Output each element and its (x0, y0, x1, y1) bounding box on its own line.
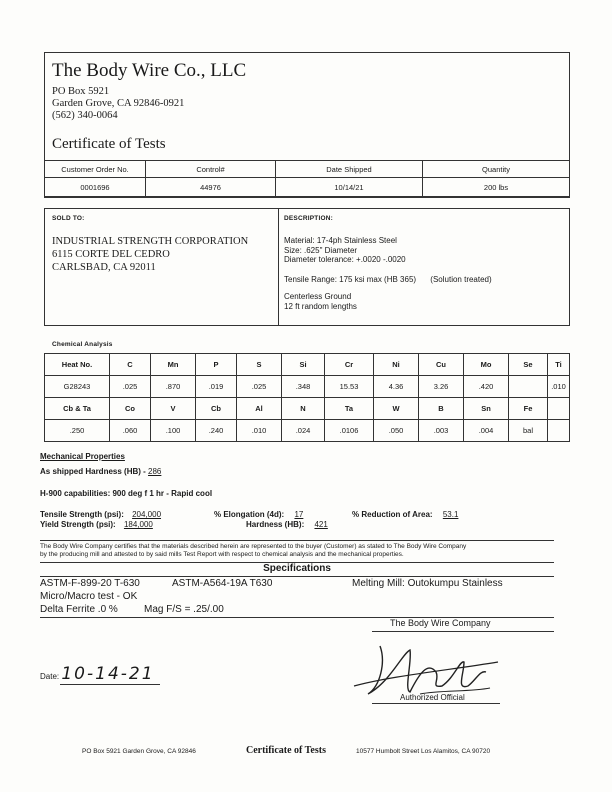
description-details (284, 236, 566, 311)
mag-fs: Mag F/S = .25/.00 (144, 604, 224, 615)
chem-value-cell: .0106 (325, 420, 374, 442)
chem-value-cell: 4.36 (374, 376, 419, 398)
chem-element-cell: Cr (325, 354, 374, 376)
customer-order-no: 0001696 (45, 178, 146, 198)
certificate-title: Certificate of Tests (52, 136, 166, 152)
control-no: 44976 (146, 178, 276, 198)
yield-label: Yield Strength (psi): (40, 520, 116, 529)
chem-value-cell: .060 (110, 420, 151, 442)
chem-element-cell: N (282, 398, 325, 420)
chem-element-cell: Ni (374, 354, 419, 376)
authorized-official: Authorized Official (400, 693, 465, 702)
chem-value-cell: .025 (110, 376, 151, 398)
footer-address-left: PO Box 5921 Garden Grove, CA 92846 (82, 748, 196, 755)
chem-element-cell: Si (282, 354, 325, 376)
statement-top-rule (40, 540, 554, 541)
company-phone: (562) 340-0064 (52, 110, 118, 121)
chem-element-cell (548, 398, 570, 420)
mechanical-title-text: Mechanical Properties (40, 452, 125, 461)
chemical-title: Chemical Analysis (52, 341, 113, 348)
company-name: The Body Wire Co., LLC (52, 60, 247, 81)
chem-element-cell: C (110, 354, 151, 376)
order-header-cell: Quantity (423, 161, 570, 178)
spec-astm-f899: ASTM-F-899-20 T-630 (40, 578, 140, 589)
tensile-value: 204,000 (132, 510, 162, 519)
order-header-cell: Customer Order No. (45, 161, 146, 178)
chem-value-cell: .004 (464, 420, 509, 442)
chemical-table (44, 353, 570, 442)
h900-line: H-900 capabilities: 900 deg f 1 hr - Rapid cool (40, 489, 213, 498)
certification-statement (40, 543, 580, 559)
sold-to-label: SOLD TO: (52, 215, 85, 222)
chem-element-cell: Se (509, 354, 548, 376)
melting-mill: Melting Mill: Outokumpu Stainless (352, 578, 503, 589)
yield-value: 184,000 (123, 520, 153, 529)
order-table (44, 160, 570, 198)
chem-value-cell: .100 (151, 420, 196, 442)
footer-title: Certificate of Tests (246, 745, 326, 756)
reduction-label: % Reduction of Area: (352, 510, 433, 519)
footer-address-right: 10577 Humbolt Street Los Alamitos, CA 90720 (356, 748, 491, 755)
chem-value-cell: .348 (282, 376, 325, 398)
hb-line (246, 520, 328, 529)
statement-line: The Body Wire Company certifies that the materials described herein are represented to the buyer (Customer) as stated to The Body Wire Company (40, 543, 467, 550)
sold-to-line: CARLSBAD, CA 92011 (52, 262, 156, 273)
quantity: 200 lbs (423, 178, 570, 198)
chem-element-cell: Mo (464, 354, 509, 376)
sold-to-line: INDUSTRIAL STRENGTH CORPORATION (52, 236, 249, 247)
chem-element-cell: Mn (151, 354, 196, 376)
chem-value-cell: .240 (196, 420, 237, 442)
chemical-header-row (45, 398, 570, 420)
chem-value-cell: .250 (45, 420, 110, 442)
sold-desc-divider (278, 208, 279, 326)
chem-value-cell: .024 (282, 420, 325, 442)
chem-element-cell: S (237, 354, 282, 376)
company-po-box: PO Box 5921 (52, 86, 110, 97)
order-header-cell: Date Shipped (276, 161, 423, 178)
chem-value-cell (548, 420, 570, 442)
chem-element-cell: Ti (548, 354, 570, 376)
tensile-range-line (284, 275, 566, 285)
elongation-label: % Elongation (4d): (214, 510, 285, 519)
material-line: Material: 17-4ph Stainless Steel (284, 236, 397, 245)
chem-value-cell (509, 376, 548, 398)
chemical-value-row (45, 420, 570, 442)
elongation-value: 17 (294, 510, 304, 519)
hb-value: 421 (314, 520, 328, 529)
signature-company: The Body Wire Company (390, 618, 491, 628)
chem-value-cell: .010 (237, 420, 282, 442)
date-shipped: 10/14/21 (276, 178, 423, 198)
chem-value-cell: G28243 (45, 376, 110, 398)
company-city: Garden Grove, CA 92846-0921 (52, 98, 185, 109)
hardness-line (40, 467, 161, 476)
tensile-label: Tensile Strength (psi): (40, 510, 124, 519)
delta-ferrite: Delta Ferrite .0 % (40, 604, 118, 615)
chem-element-cell: Sn (464, 398, 509, 420)
chem-value-cell: .003 (419, 420, 464, 442)
date-label: Date: (40, 672, 60, 681)
chem-value-cell: 15.53 (325, 376, 374, 398)
sold-to-address (52, 235, 248, 274)
size-line: Size: .625" Diameter (284, 245, 358, 255)
chemical-header-row (45, 354, 570, 376)
chem-element-cell: Cu (419, 354, 464, 376)
order-header-cell: Control# (146, 161, 276, 178)
chemical-value-row (45, 376, 570, 398)
hardness-value: 286 (148, 467, 162, 476)
date-underline (60, 684, 160, 685)
chem-value-cell: .019 (196, 376, 237, 398)
chem-element-cell: Ta (325, 398, 374, 420)
hardness-label: As shipped Hardness (HB) - (40, 467, 146, 476)
lengths-line: 12 ft random lengths (284, 301, 357, 311)
tensile-note: (Solution treated) (430, 274, 492, 284)
chem-element-cell: Cb (196, 398, 237, 420)
hb-label: Hardness (HB): (246, 520, 305, 529)
chem-value-cell: .050 (374, 420, 419, 442)
chem-value-cell: .870 (151, 376, 196, 398)
chem-element-cell: Heat No. (45, 354, 110, 376)
chem-element-cell: Cb & Ta (45, 398, 110, 420)
specifications-rule (40, 576, 554, 577)
chem-value-cell: .420 (464, 376, 509, 398)
statement-line: by the producing mill and attested to by said mills Test Report with respect to chemical analysis and the mechanical properties. (40, 551, 404, 558)
chem-value-cell: .025 (237, 376, 282, 398)
tensile-range: Tensile Range: 175 ksi max (HB 365) (284, 274, 417, 284)
description-label: DESCRIPTION: (284, 215, 333, 222)
elongation-line (214, 510, 303, 519)
date-line (40, 664, 155, 684)
yield-line (40, 520, 153, 529)
sold-to-line: 6115 CORTE DEL CEDRO (52, 249, 170, 260)
reduction-line (352, 510, 458, 519)
chem-element-cell: B (419, 398, 464, 420)
date-value: 10-14-21 (61, 664, 155, 684)
chem-element-cell: P (196, 354, 237, 376)
ground-line: Centerless Ground (284, 292, 352, 301)
chem-value-cell: bal (509, 420, 548, 442)
chem-value-cell: 3.26 (419, 376, 464, 398)
chem-element-cell: W (374, 398, 419, 420)
chem-element-cell: Co (110, 398, 151, 420)
mechanical-title (40, 452, 125, 461)
chem-value-cell: .010 (548, 376, 570, 398)
signature-rule (372, 703, 500, 704)
specifications-title: Specifications (263, 563, 331, 574)
chem-element-cell: V (151, 398, 196, 420)
chem-element-cell: Fe (509, 398, 548, 420)
micro-macro-test: Micro/Macro test - OK (40, 591, 138, 602)
reduction-value: 53.1 (442, 510, 459, 519)
tensile-line (40, 510, 161, 519)
spec-astm-a564: ASTM-A564-19A T630 (172, 578, 273, 589)
chem-element-cell: Al (237, 398, 282, 420)
tolerance-line: Diameter tolerance: +.0020 -.0020 (284, 255, 406, 264)
